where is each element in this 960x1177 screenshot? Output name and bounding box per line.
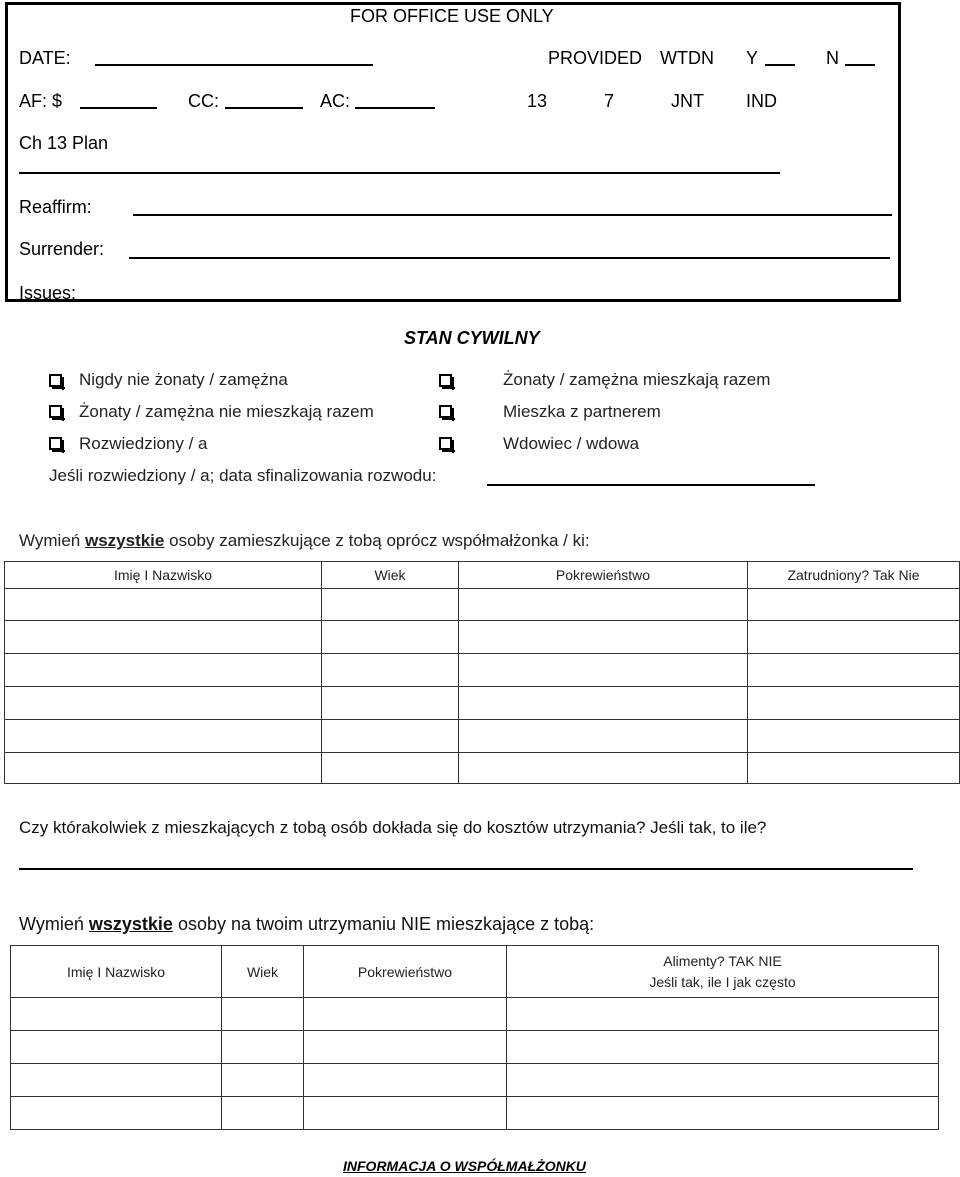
provided-label: PROVIDED (548, 48, 643, 68)
divorce-date-label: Jeśli rozwiedziony / a; data sfinalizowania rozwodu: (49, 466, 437, 485)
option-never-married: Nigdy nie żonaty / zamężna (79, 370, 288, 389)
table-row (11, 1097, 939, 1130)
plan-label: Ch 13 Plan (19, 133, 109, 153)
cell[interactable] (748, 687, 960, 720)
cell[interactable] (322, 654, 459, 687)
dependents-intro (19, 914, 594, 935)
no-label: N (826, 48, 839, 68)
table-row (5, 589, 960, 621)
cell[interactable] (222, 1097, 304, 1130)
contribution-question: Czy którakolwiek z mieszkających z tobą osób dokłada się do kosztów utrzymania? Jeśli tak, to ile? (19, 818, 767, 837)
household-table (4, 561, 960, 784)
plan-field[interactable] (19, 172, 780, 174)
cell[interactable] (459, 621, 748, 654)
surrender-label: Surrender: (19, 239, 105, 259)
ac-label: AC: (320, 91, 351, 111)
option-partner: Mieszka z partnerem (503, 402, 661, 421)
checkbox-married-together[interactable] (439, 374, 452, 387)
col-employed: Zatrudniony? Tak Nie (748, 562, 960, 589)
individual-label: IND (746, 91, 777, 111)
cell[interactable] (5, 654, 322, 687)
cell[interactable] (322, 720, 459, 753)
date-label: DATE: (19, 48, 71, 68)
office-title: FOR OFFICE USE ONLY (350, 6, 554, 26)
table-row (5, 720, 960, 753)
dep-col-age: Wiek (222, 946, 304, 998)
dep-col-alimony-line2: Jeśli tak, ile I jak często (649, 973, 796, 990)
cell[interactable] (459, 654, 748, 687)
dep-col-name: Imię I Nazwisko (11, 946, 222, 998)
cell[interactable] (748, 654, 960, 687)
cell[interactable] (322, 589, 459, 621)
cell[interactable] (304, 1031, 507, 1064)
table-row (5, 753, 960, 784)
af-field[interactable] (80, 107, 157, 109)
cell[interactable] (11, 1097, 222, 1130)
cell[interactable] (322, 621, 459, 654)
cc-field[interactable] (225, 107, 303, 109)
cell[interactable] (507, 998, 939, 1031)
option-married-together: Żonaty / zamężna mieszkają razem (503, 370, 771, 389)
cell[interactable] (11, 1031, 222, 1064)
cell[interactable] (5, 753, 322, 784)
dependents-intro-post: osoby na twoim utrzymaniu NIE mieszkające z tobą: (177, 914, 595, 934)
cell[interactable] (11, 998, 222, 1031)
checkbox-divorced[interactable] (49, 437, 62, 450)
contribution-field[interactable] (19, 868, 913, 870)
joint-label: JNT (671, 91, 704, 111)
cell[interactable] (459, 687, 748, 720)
col-relation: Pokrewieństwo (459, 562, 748, 589)
cell[interactable] (748, 720, 960, 753)
table-row (11, 1031, 939, 1064)
table-row (5, 687, 960, 720)
cell[interactable] (507, 1031, 939, 1064)
table-row (5, 654, 960, 687)
col-age: Wiek (322, 562, 459, 589)
option-divorced: Rozwiedziony / a (79, 434, 208, 453)
col-name: Imię I Nazwisko (5, 562, 322, 589)
cell[interactable] (222, 1064, 304, 1097)
divorce-date-field[interactable] (487, 484, 815, 486)
cell[interactable] (222, 1031, 304, 1064)
chapter-13-label: 13 (527, 91, 548, 111)
issues-label: Issues: (19, 283, 77, 303)
cell[interactable] (507, 1064, 939, 1097)
household-intro-pre: Wymień (19, 531, 81, 550)
cell[interactable] (304, 1064, 507, 1097)
cc-label: CC: (188, 91, 219, 111)
yes-label: Y (746, 48, 759, 68)
household-intro (19, 531, 590, 551)
table-row (11, 1064, 939, 1097)
spouse-info-heading: INFORMACJA O WSPÓŁMAŁŻONKU (343, 1158, 586, 1174)
wtdn-label: WTDN (660, 48, 714, 68)
household-intro-bold: wszystkie (84, 531, 165, 550)
surrender-field[interactable] (129, 257, 890, 259)
cell[interactable] (459, 720, 748, 753)
dependents-intro-bold: wszystkie (88, 914, 173, 934)
cell[interactable] (5, 589, 322, 621)
marital-heading: STAN CYWILNY (404, 328, 540, 348)
household-header-row (5, 562, 960, 589)
chapter-7-label: 7 (604, 91, 615, 111)
cell[interactable] (507, 1097, 939, 1130)
table-row (11, 998, 939, 1031)
cell[interactable] (304, 1097, 507, 1130)
checkbox-widowed[interactable] (439, 437, 452, 450)
cell[interactable] (748, 589, 960, 621)
checkbox-partner[interactable] (439, 405, 452, 418)
option-married-apart: Żonaty / zamężna nie mieszkają razem (79, 402, 374, 421)
dependents-header-row (11, 946, 939, 998)
cell[interactable] (5, 621, 322, 654)
cell[interactable] (5, 720, 322, 753)
dep-col-alimony-line1: Alimenty? TAK NIE (663, 952, 782, 969)
cell[interactable] (459, 589, 748, 621)
dep-col-relation: Pokrewieństwo (304, 946, 507, 998)
dependents-intro-pre: Wymień (19, 914, 84, 934)
cell[interactable] (322, 687, 459, 720)
dependents-table (10, 945, 939, 1130)
af-label: AF: $ (19, 91, 63, 111)
household-intro-post: osoby zamieszkujące z tobą oprócz współmałżonka / ki: (169, 531, 590, 550)
cell[interactable] (748, 621, 960, 654)
cell[interactable] (304, 998, 507, 1031)
date-field[interactable] (95, 64, 373, 66)
cell[interactable] (11, 1064, 222, 1097)
checkbox-never-married[interactable] (49, 374, 62, 387)
cell[interactable] (322, 753, 459, 784)
reaffirm-field[interactable] (133, 214, 892, 216)
yes-field[interactable] (765, 64, 795, 66)
option-widowed: Wdowiec / wdowa (503, 434, 640, 453)
cell[interactable] (5, 687, 322, 720)
checkbox-married-apart[interactable] (49, 405, 62, 418)
reaffirm-label: Reaffirm: (19, 197, 92, 217)
no-field[interactable] (845, 64, 875, 66)
ac-field[interactable] (355, 107, 435, 109)
cell[interactable] (459, 753, 748, 784)
dep-col-alimony (507, 946, 939, 998)
cell[interactable] (748, 753, 960, 784)
cell[interactable] (222, 998, 304, 1031)
table-row (5, 621, 960, 654)
